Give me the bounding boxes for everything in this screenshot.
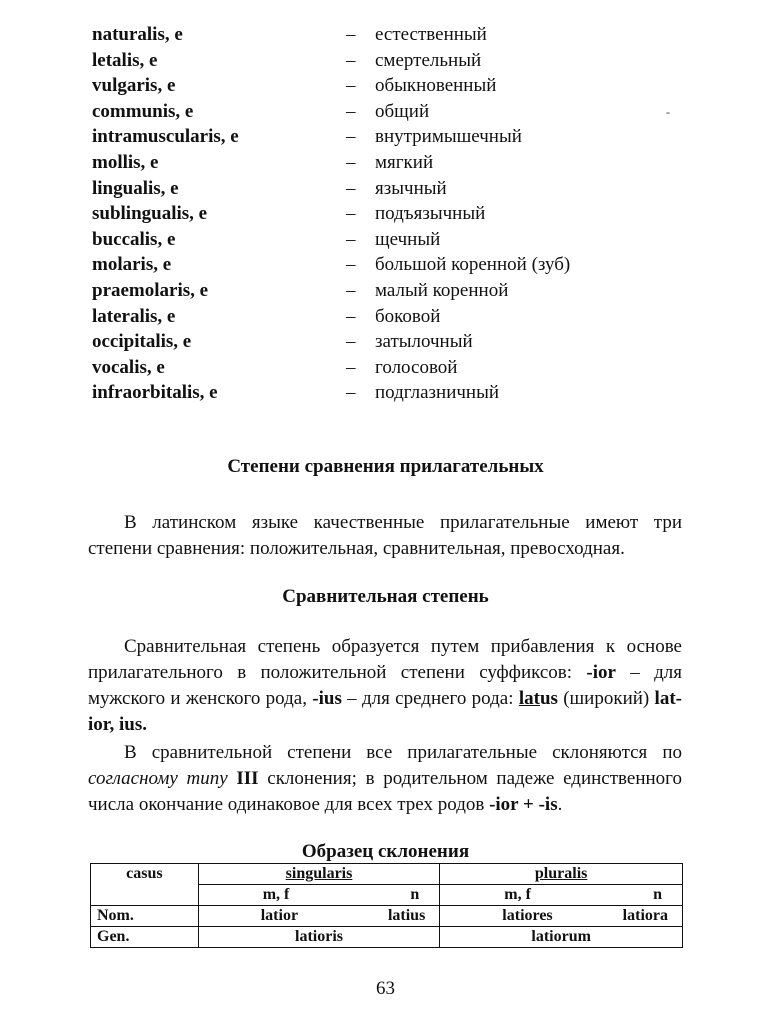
vocab-row: [0, 99, 771, 125]
vocab-dash: –: [346, 126, 356, 148]
vocabulary-list: [0, 22, 771, 406]
vocab-row: [0, 252, 771, 278]
vocab-russian: боковой: [375, 305, 441, 327]
section-heading-comparative: Сравнительная степень: [282, 586, 489, 607]
header-singularis: singularis: [198, 864, 440, 885]
vocab-row: [0, 201, 771, 227]
vocab-latin: communis, e: [92, 100, 194, 122]
nom-sg-cell: latior latius: [198, 906, 440, 927]
vocab-latin: naturalis, e: [92, 24, 183, 45]
pl-gender-cell: m, f n: [440, 885, 683, 906]
vocab-latin: vulgaris, e: [92, 75, 176, 97]
case-gen: Gen.: [91, 927, 199, 948]
vocab-russian: подъязычный: [375, 203, 486, 225]
header-pluralis: pluralis: [440, 864, 683, 885]
vocab-row: [0, 48, 771, 74]
vocab-russian: малый коренной: [375, 279, 509, 301]
vocab-latin: letalis, e: [92, 49, 158, 71]
paragraph-degrees: В латинском языке качественные прилагательные имеют три степени сравнения: положительная, сравнительная, превосходная.: [88, 512, 682, 559]
vocab-row: [0, 329, 771, 355]
vocab-russian: щечный: [375, 228, 441, 250]
vocab-row: [0, 278, 771, 304]
table-title: Образец склонения: [301, 841, 470, 862]
stray-mark: -: [666, 105, 670, 119]
vocab-row: [0, 227, 771, 253]
nom-pl-cell: latiores latiora: [440, 906, 683, 927]
vocab-dash: –: [346, 49, 356, 71]
vocab-latin: mollis, e: [92, 151, 159, 173]
vocab-russian: подглазничный: [375, 382, 500, 404]
vocab-russian: затылочный: [375, 331, 473, 353]
paragraph-comparative-declension: В сравнительной степени все прилагательные склоняются по согласному типу III склонения; в родительном падеже единственного числа окончание одинаковое для всех трех родов -ior + -is.: [88, 742, 682, 815]
vocab-dash: –: [346, 151, 356, 173]
vocab-latin: lingualis, e: [92, 177, 179, 199]
vocab-latin: molaris, e: [92, 254, 172, 276]
vocab-latin: sublingualis, e: [92, 203, 208, 225]
vocab-russian: голосовой: [375, 356, 458, 378]
vocab-dash: –: [346, 356, 356, 378]
sg-gender-cell: m, f n: [198, 885, 440, 906]
vocab-row: [0, 73, 771, 99]
vocab-latin: occipitalis, e: [92, 331, 192, 353]
vocab-dash: –: [346, 100, 356, 122]
vocab-dash: –: [346, 382, 356, 404]
vocab-latin: praemolaris, e: [92, 279, 209, 301]
paragraph-comparative-formation: Сравнительная степень образуется путем прибавления к основе прилагательного в положительной степени суффиксов: -ior – для мужского и женского рода, -ius – для среднего рода: latus (широкий) lat-ior, ius.: [88, 636, 682, 735]
vocab-russian: естественный: [375, 24, 487, 45]
vocab-dash: –: [346, 305, 356, 327]
vocab-russian: язычный: [375, 177, 447, 199]
vocab-russian: общий: [375, 100, 430, 122]
vocab-dash: –: [346, 228, 356, 250]
vocab-dash: –: [346, 203, 356, 225]
vocab-russian: мягкий: [375, 151, 434, 173]
declension-table: [90, 863, 683, 948]
vocab-latin: intramuscularis, e: [92, 126, 239, 148]
header-casus: casus: [91, 864, 199, 906]
vocab-row: [0, 355, 771, 381]
table-row-gen: [91, 927, 683, 948]
vocab-row: [0, 150, 771, 176]
gen-pl-cell: latiorum: [440, 927, 683, 948]
vocab-row: [0, 304, 771, 330]
vocab-row: [0, 380, 771, 406]
vocab-row: [0, 176, 771, 202]
gen-sg-cell: latioris: [198, 927, 440, 948]
page-number: 63: [376, 978, 395, 999]
vocab-latin: lateralis, e: [92, 305, 176, 327]
vocab-row: [0, 124, 771, 150]
vocab-dash: –: [346, 24, 356, 45]
vocab-latin: buccalis, e: [92, 228, 176, 250]
vocab-russian: обыкновенный: [375, 75, 497, 97]
section-heading-degrees: Степени сравнения прилагательных: [227, 456, 544, 477]
table-row-nom: [91, 906, 683, 927]
table-header-row: [91, 864, 683, 885]
vocab-russian: большой коренной (зуб): [375, 254, 571, 276]
vocab-russian: смертельный: [375, 49, 482, 71]
vocab-dash: –: [346, 254, 356, 276]
vocab-dash: –: [346, 75, 356, 97]
case-nom: Nom.: [91, 906, 199, 927]
vocab-row: [0, 22, 771, 48]
vocab-dash: –: [346, 177, 356, 199]
vocab-dash: –: [346, 279, 356, 301]
vocab-latin: vocalis, e: [92, 356, 165, 378]
vocab-dash: –: [346, 331, 356, 353]
vocab-latin: infraorbitalis, e: [92, 382, 218, 404]
vocab-russian: внутримышечный: [375, 126, 522, 148]
